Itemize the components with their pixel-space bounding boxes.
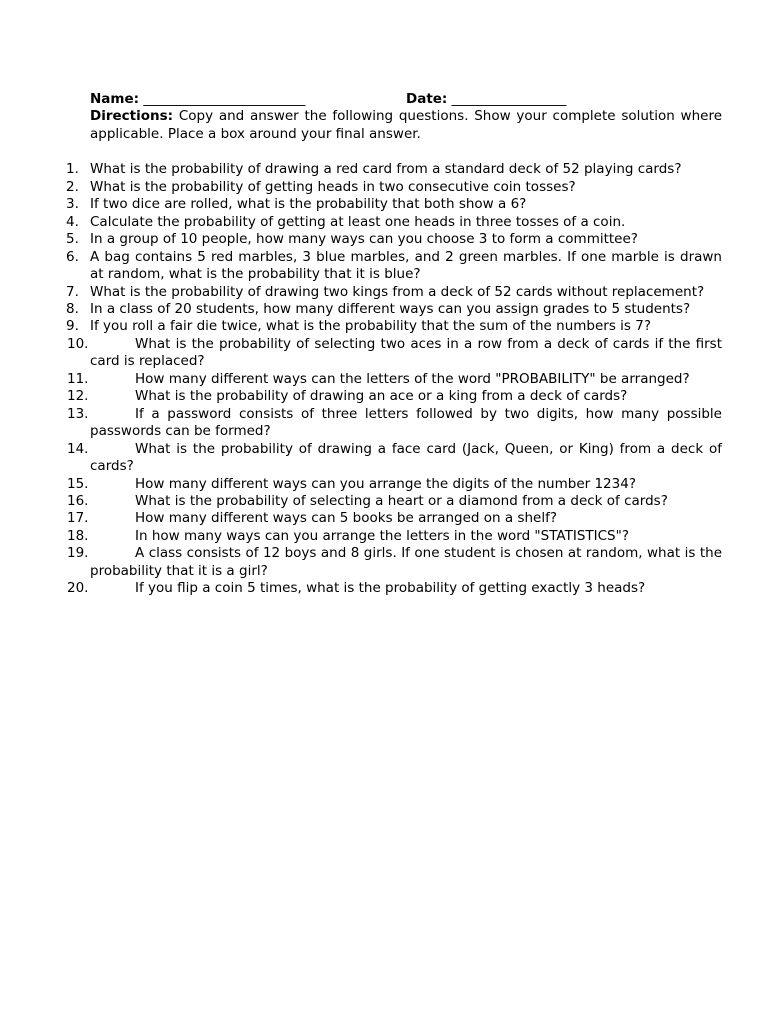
question-item <box>66 248 722 284</box>
question-text: A class consists of 12 boys and 8 girls. If one student is chosen at random, what is the probability that it is a girl? <box>90 545 722 579</box>
question-number: 16. <box>67 492 89 509</box>
question-text: Calculate the probability of getting at least one heads in three tosses of a coin. <box>90 213 626 230</box>
question-text: What is the probability of drawing a face card (Jack, Queen, or King) from a deck of cards? <box>90 440 722 475</box>
question-item <box>67 440 722 476</box>
question-text: How many different ways can 5 books be arranged on a shelf? <box>135 510 558 527</box>
question-text: In how many ways can you arrange the letters in the word "STATISTICS"? <box>135 527 629 544</box>
question-item <box>66 283 722 301</box>
question-text: What is the probability of drawing two kings from a deck of 52 cards without replacement? <box>90 283 705 300</box>
question-number: 8. <box>66 300 79 317</box>
worksheet <box>66 91 723 598</box>
question-text: If two dice are rolled, what is the probability that both show a 6? <box>90 196 527 213</box>
question-text: In a group of 10 people, how many ways can you choose 3 to form a committee? <box>90 231 638 248</box>
date-label: Date: <box>406 91 448 107</box>
question-item <box>66 178 722 196</box>
question-text: If you roll a fair die twice, what is the probability that the sum of the numbers is 7? <box>90 318 651 335</box>
question-number: 3. <box>66 196 79 213</box>
date-blank: _________________ <box>451 91 567 107</box>
question-number: 2. <box>66 178 79 195</box>
question-number: 20. <box>67 580 89 597</box>
question-number: 12. <box>67 388 89 405</box>
question-number: 1. <box>66 161 79 178</box>
question-item <box>67 388 722 405</box>
question-number: 17. <box>67 510 89 527</box>
question-number: 13. <box>67 405 89 422</box>
question-item <box>66 161 722 178</box>
question-item <box>67 475 722 493</box>
directions-label: Directions: <box>90 108 174 125</box>
question-item <box>67 370 722 388</box>
question-text: In a class of 20 students, how many different ways can you assign grades to 5 students? <box>90 300 691 317</box>
question-text: What is the probability of drawing a red card from a standard deck of 52 playing cards? <box>90 161 682 178</box>
question-number: 10. <box>67 335 89 352</box>
directions <box>90 108 722 143</box>
question-text: How many different ways can you arrange the digits of the number 1234? <box>135 475 636 492</box>
question-number: 14. <box>67 440 89 457</box>
question-text: How many different ways can the letters of the word "PROBABILITY" be arranged? <box>135 370 690 387</box>
question-item <box>66 318 722 335</box>
name-blank: ________________________ <box>143 91 306 107</box>
question-text: What is the probability of selecting a heart or a diamond from a deck of cards? <box>135 492 668 509</box>
question-item <box>66 213 722 231</box>
question-item <box>67 580 722 597</box>
question-text: What is the probability of drawing an ace or a king from a deck of cards? <box>135 388 628 405</box>
question-text: If a password consists of three letters followed by two digits, how many possible passwords can be formed? <box>90 405 722 440</box>
question-item <box>67 527 722 545</box>
question-item <box>67 405 722 441</box>
name-field <box>90 91 305 108</box>
question-text: A bag contains 5 red marbles, 3 blue marbles, and 2 green marbles. If one marble is drawn at random, what is the probability that it is blue? <box>90 248 722 283</box>
question-number: 15. <box>67 475 89 492</box>
question-text: If you flip a coin 5 times, what is the probability of getting exactly 3 heads? <box>135 580 646 597</box>
question-number: 5. <box>66 231 79 248</box>
name-label: Name: <box>90 91 140 107</box>
question-item <box>67 510 722 527</box>
question-number: 18. <box>67 527 89 544</box>
question-item <box>66 196 722 213</box>
question-item <box>66 300 722 318</box>
question-number: 9. <box>66 318 79 335</box>
question-number: 19. <box>67 545 89 562</box>
question-item <box>66 231 722 248</box>
question-text: What is the probability of selecting two aces in a row from a deck of cards if the first card is replaced? <box>90 335 722 370</box>
question-item <box>67 335 722 371</box>
directions-text: Copy and answer the following questions. Show your complete solution where applicable. Place a box around your final answer. <box>90 108 723 142</box>
question-number: 4. <box>66 213 79 230</box>
question-list <box>66 161 722 597</box>
date-field <box>406 91 566 108</box>
question-number: 11. <box>67 370 89 387</box>
header-line <box>90 91 722 108</box>
question-item <box>67 545 722 580</box>
question-number: 7. <box>66 283 79 300</box>
question-text: What is the probability of getting heads in two consecutive coin tosses? <box>90 178 576 195</box>
question-item <box>67 492 722 510</box>
question-number: 6. <box>66 248 79 265</box>
